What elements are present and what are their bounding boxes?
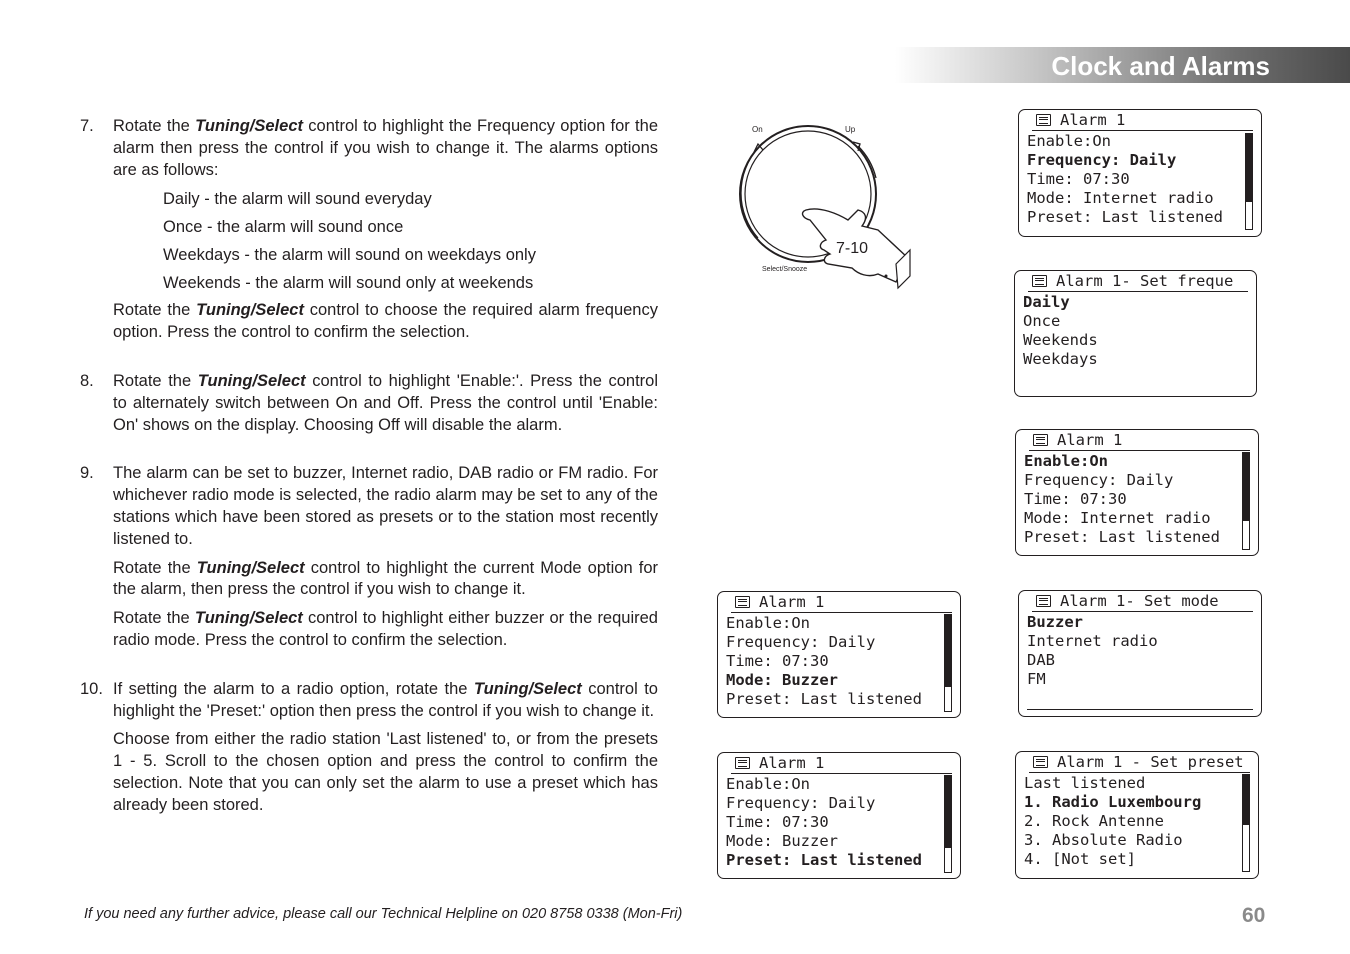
- lcd-row: Weekdays: [1023, 350, 1098, 368]
- lcd-scrollbar: [1245, 133, 1253, 230]
- page-number: 60: [1242, 904, 1266, 927]
- select-snooze-label: Select/Snooze: [762, 266, 808, 273]
- lcd-title-bar: [1032, 111, 1253, 131]
- control-name: Tuning/Select: [196, 558, 305, 577]
- lcd-row-selected: Mode: Buzzer: [726, 671, 838, 689]
- lcd-row-selected: Frequency: Daily: [1027, 151, 1177, 169]
- lcd-title-bar: [1029, 753, 1250, 773]
- lcd-title: Alarm 1 - Set preset: [1057, 753, 1244, 771]
- lcd-title: Alarm 1: [1060, 111, 1126, 129]
- lcd-title-bar: [1029, 431, 1250, 451]
- text: Rotate the: [113, 558, 197, 577]
- lcd-title: Alarm 1- Set freque: [1056, 272, 1234, 290]
- menu-list-icon: [1036, 114, 1051, 126]
- lcd-row: Time: 07:30: [1024, 490, 1127, 508]
- rotate-left-arrow: [741, 148, 758, 238]
- lcd-title-bar: [731, 754, 952, 774]
- lcd-row: Preset: Last listened: [1024, 528, 1220, 546]
- tuning-select-knob-illustration: [728, 118, 918, 298]
- lcd-menu: [1024, 452, 1220, 547]
- lcd-menu: [1027, 132, 1223, 227]
- lcd-row: Time: 07:30: [1027, 170, 1130, 188]
- frequency-option: Weekdays - the alarm will sound on weekdays only: [163, 246, 536, 265]
- text: Rotate the: [113, 609, 195, 628]
- lcd-row: Time: 07:30: [726, 652, 829, 670]
- lcd-row: Mode: Internet radio: [1027, 189, 1214, 207]
- lcd-screen-alarm1-mode: [717, 591, 961, 718]
- lcd-screen-set-mode: [1018, 590, 1262, 717]
- helpline-footer: If you need any further advice, please call our Technical Helpline on 020 8758 0338 (Mon-Fri): [84, 906, 683, 922]
- lcd-row: 4. [Not set]: [1024, 850, 1136, 868]
- lcd-menu: [1027, 613, 1158, 689]
- lcd-screen-alarm1-frequency: [1018, 109, 1262, 237]
- lcd-row: Mode: Internet radio: [1024, 509, 1211, 527]
- lcd-row: DAB: [1027, 651, 1055, 669]
- lcd-scrollbar: [1242, 452, 1250, 550]
- menu-list-icon: [735, 596, 750, 608]
- frequency-option: Daily - the alarm will sound everyday: [163, 190, 432, 209]
- lcd-title-bar: [1028, 272, 1248, 292]
- menu-list-icon: [735, 757, 750, 769]
- lcd-row: Frequency: Daily: [726, 633, 876, 651]
- lcd-row: Preset: Last listened: [1027, 208, 1223, 226]
- control-name: Tuning/Select: [196, 301, 304, 320]
- lcd-row: Enable:On: [726, 775, 810, 793]
- lcd-title: Alarm 1: [1057, 431, 1123, 449]
- lcd-row: Enable:On: [1027, 132, 1111, 150]
- text: Rotate the: [113, 301, 197, 320]
- frequency-option: Weekends - the alarm will sound only at weekends: [163, 274, 534, 293]
- lcd-row: Time: 07:30: [726, 813, 829, 831]
- lcd-row: Preset: Last listened: [726, 690, 922, 708]
- lcd-menu: [1024, 774, 1201, 869]
- step-paragraph: [113, 608, 658, 652]
- control-name: Tuning/Select: [473, 679, 582, 698]
- step-9: [80, 463, 658, 651]
- step-paragraph: [113, 558, 658, 602]
- lcd-title-bar: [1032, 592, 1253, 612]
- instructions-column: [80, 116, 658, 824]
- lcd-row: Weekends: [1023, 331, 1098, 349]
- lcd-row: Internet radio: [1027, 632, 1158, 650]
- lcd-title: Alarm 1: [759, 593, 825, 611]
- step-range-label: 7-10: [836, 240, 869, 257]
- step-number: 10.: [80, 679, 103, 698]
- menu-list-icon: [1033, 434, 1048, 446]
- frequency-option: Once - the alarm will sound once: [163, 218, 404, 237]
- control-name: Tuning/Select: [195, 117, 303, 135]
- step-7: [80, 116, 658, 344]
- lcd-row-selected: Enable:On: [1024, 452, 1108, 470]
- menu-list-icon: [1032, 275, 1047, 287]
- step-number: 7.: [80, 117, 94, 135]
- lcd-row: FM: [1027, 670, 1046, 688]
- step-paragraph: Choose from either the radio station 'Last listened' to, or from the presets 1 - 5. Scroll to the chosen option and press the control to confirm the selection. Note that you can only set the alarm to use a preset which has already been stored.: [113, 730, 658, 814]
- text: Rotate the: [113, 371, 198, 390]
- text: If setting the alarm to a radio option, rotate the: [113, 679, 474, 698]
- lcd-row: Enable:On: [726, 614, 810, 632]
- lcd-row: Frequency: Daily: [1024, 471, 1174, 489]
- lcd-menu: [726, 614, 922, 709]
- lcd-row-selected: 1. Radio Luxembourg: [1024, 793, 1202, 811]
- menu-list-icon: [1036, 595, 1051, 607]
- step-paragraph: [113, 300, 658, 344]
- lcd-screen-alarm1-enable: [1015, 429, 1259, 556]
- lcd-menu: [1023, 293, 1098, 369]
- text: control to highlight the 'Preset:' option then press the control if you wish to change it.: [113, 679, 658, 720]
- on-label: On: [752, 125, 763, 134]
- lcd-row: Mode: Buzzer: [726, 832, 838, 850]
- lcd-scrollbar: [944, 775, 952, 873]
- text: control to highlight the Frequency option for the alarm then press the control if you wish to change it. The alarms options are as follows:: [113, 117, 658, 179]
- step-8: [80, 371, 658, 436]
- lcd-title: Alarm 1- Set mode: [1060, 592, 1219, 610]
- lcd-title-bar: [731, 593, 952, 613]
- step-paragraph: The alarm can be set to buzzer, Internet radio, DAB radio or FM radio. For whichever radio mode is selected, the radio alarm may be set to any of the stations which have been stored as presets or to the station most recently listened to.: [113, 464, 658, 548]
- text: control to highlight the current Mode option for the alarm, then press the control if you wish to change it.: [113, 558, 658, 599]
- text: Rotate the: [113, 117, 196, 135]
- lcd-screen-set-preset: [1015, 751, 1259, 879]
- up-label: Up: [845, 125, 856, 134]
- lcd-screen-set-frequency: [1014, 270, 1257, 397]
- lcd-row-selected: Preset: Last listened: [726, 851, 922, 869]
- section-header-bar: [895, 47, 1350, 83]
- step-paragraph: [113, 371, 658, 436]
- menu-list-icon: [1033, 756, 1048, 768]
- text: control to choose the required alarm frequency option. Press the control to confirm the selection.: [113, 301, 658, 342]
- section-title: Clock and Alarms: [1051, 51, 1270, 81]
- lcd-scrollbar: [1242, 774, 1250, 872]
- lcd-row: Last listened: [1024, 774, 1146, 792]
- lcd-underline: [1027, 709, 1253, 710]
- step-paragraph: [113, 116, 658, 181]
- lcd-row: Once: [1023, 312, 1061, 330]
- text: control to highlight 'Enable:'. Press the control to alternately switch between On and Off. Press the control until 'Enable: On' shows on the display. Choosing Off will disable the alarm.: [113, 371, 658, 434]
- lcd-row-selected: Daily: [1023, 293, 1070, 311]
- lcd-screen-alarm1-preset: [717, 752, 961, 879]
- control-name: Tuning/Select: [197, 371, 306, 390]
- step-number: 9.: [80, 464, 94, 483]
- lcd-scrollbar: [944, 614, 952, 712]
- lcd-menu: [726, 775, 922, 870]
- step-paragraph: [113, 679, 658, 723]
- lcd-row: Frequency: Daily: [726, 794, 876, 812]
- step-number: 8.: [80, 371, 94, 390]
- lcd-row-selected: Buzzer: [1027, 613, 1083, 631]
- control-name: Tuning/Select: [194, 609, 303, 628]
- lcd-row: 2. Rock Antenne: [1024, 812, 1164, 830]
- step-10: [80, 679, 658, 817]
- text: control to highlight either buzzer or the required radio mode. Press the control to confirm the selection.: [113, 609, 658, 649]
- lcd-row: 3. Absolute Radio: [1024, 831, 1183, 849]
- lcd-title: Alarm 1: [759, 754, 825, 772]
